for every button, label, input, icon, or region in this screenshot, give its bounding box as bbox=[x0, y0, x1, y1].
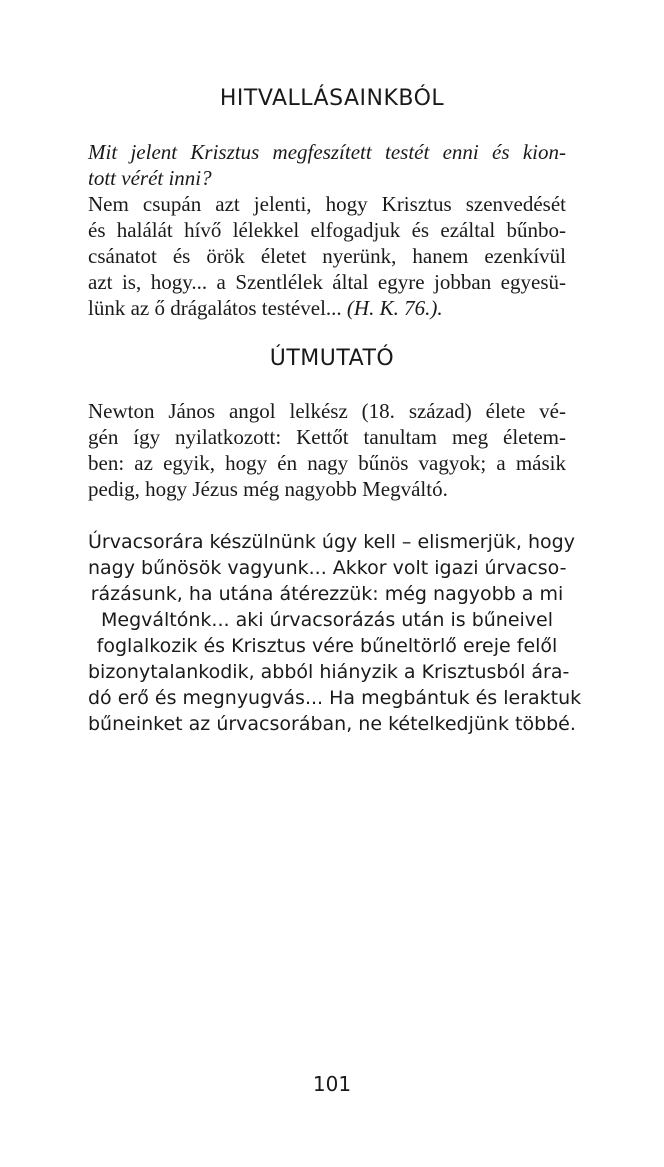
quote-line: foglalkozik és Krisztus vére bűneltörlő ereje felől bbox=[96, 635, 558, 657]
quote-line: bizonytalankodik, abból hiányzik a Krisztusból ára- bbox=[88, 661, 570, 683]
paragraph-line: ben: az egyik, hogy én nagy bűnös vagyok; a másik bbox=[88, 451, 566, 475]
answer-line: csánatot és örök életet nyerünk, hanem ezenkívül bbox=[88, 244, 566, 268]
quote-line: nagy bűnösök vagyunk... Akkor volt igazi úrvacso- bbox=[88, 557, 567, 579]
quote-line: dó erő és megnyugvás... Ha megbántuk és leraktuk bbox=[88, 687, 582, 709]
answer-line: azt is, hogy... a Szentlélek által egyre jobban egyesü- bbox=[88, 270, 566, 294]
communion-quote bbox=[88, 529, 582, 737]
paragraph-line: gén így nyilatkozott: Kettőt tanultam meg életem- bbox=[88, 425, 566, 449]
section-heading-confessions: HITVALLÁSAINKBÓL bbox=[219, 86, 445, 111]
answer-line: Nem csupán azt jelenti, hogy Krisztus szenvedését bbox=[88, 192, 566, 216]
question-line: tott vérét inni? bbox=[88, 166, 212, 190]
page-number: 101 bbox=[312, 1072, 352, 1096]
quote-line: Úrvacsorára készülnünk úgy kell – elismerjük, hogy bbox=[88, 531, 575, 553]
answer-line: és halálát hívő lélekkel elfogadjuk és ezáltal bűnbo- bbox=[88, 218, 566, 242]
paragraph-line: pedig, hogy Jézus még nagyobb Megváltó. bbox=[88, 477, 448, 501]
quote-line: Megváltónk... aki úrvacsorázás után is bűneivel bbox=[100, 609, 554, 631]
newton-paragraph bbox=[88, 398, 566, 502]
question-line: Mit jelent Krisztus megfeszített testét enni és kion- bbox=[88, 140, 566, 164]
paragraph-line: Newton János angol lelkész (18. század) élete vé- bbox=[88, 399, 566, 423]
catechism-excerpt bbox=[88, 139, 566, 321]
quote-line: bűneinket az úrvacsorában, ne kételkedjünk többé. bbox=[88, 713, 576, 735]
section-heading-guide: ÚTMUTATÓ bbox=[269, 346, 395, 371]
answer-last-text: lünk az ő drágalátos testével... bbox=[88, 296, 342, 320]
quote-line: rázásunk, ha utána átérezzük: még nagyobb a mi bbox=[90, 583, 564, 605]
catechism-reference: (H. K. 76.). bbox=[346, 296, 443, 320]
answer-last-line bbox=[88, 295, 566, 321]
